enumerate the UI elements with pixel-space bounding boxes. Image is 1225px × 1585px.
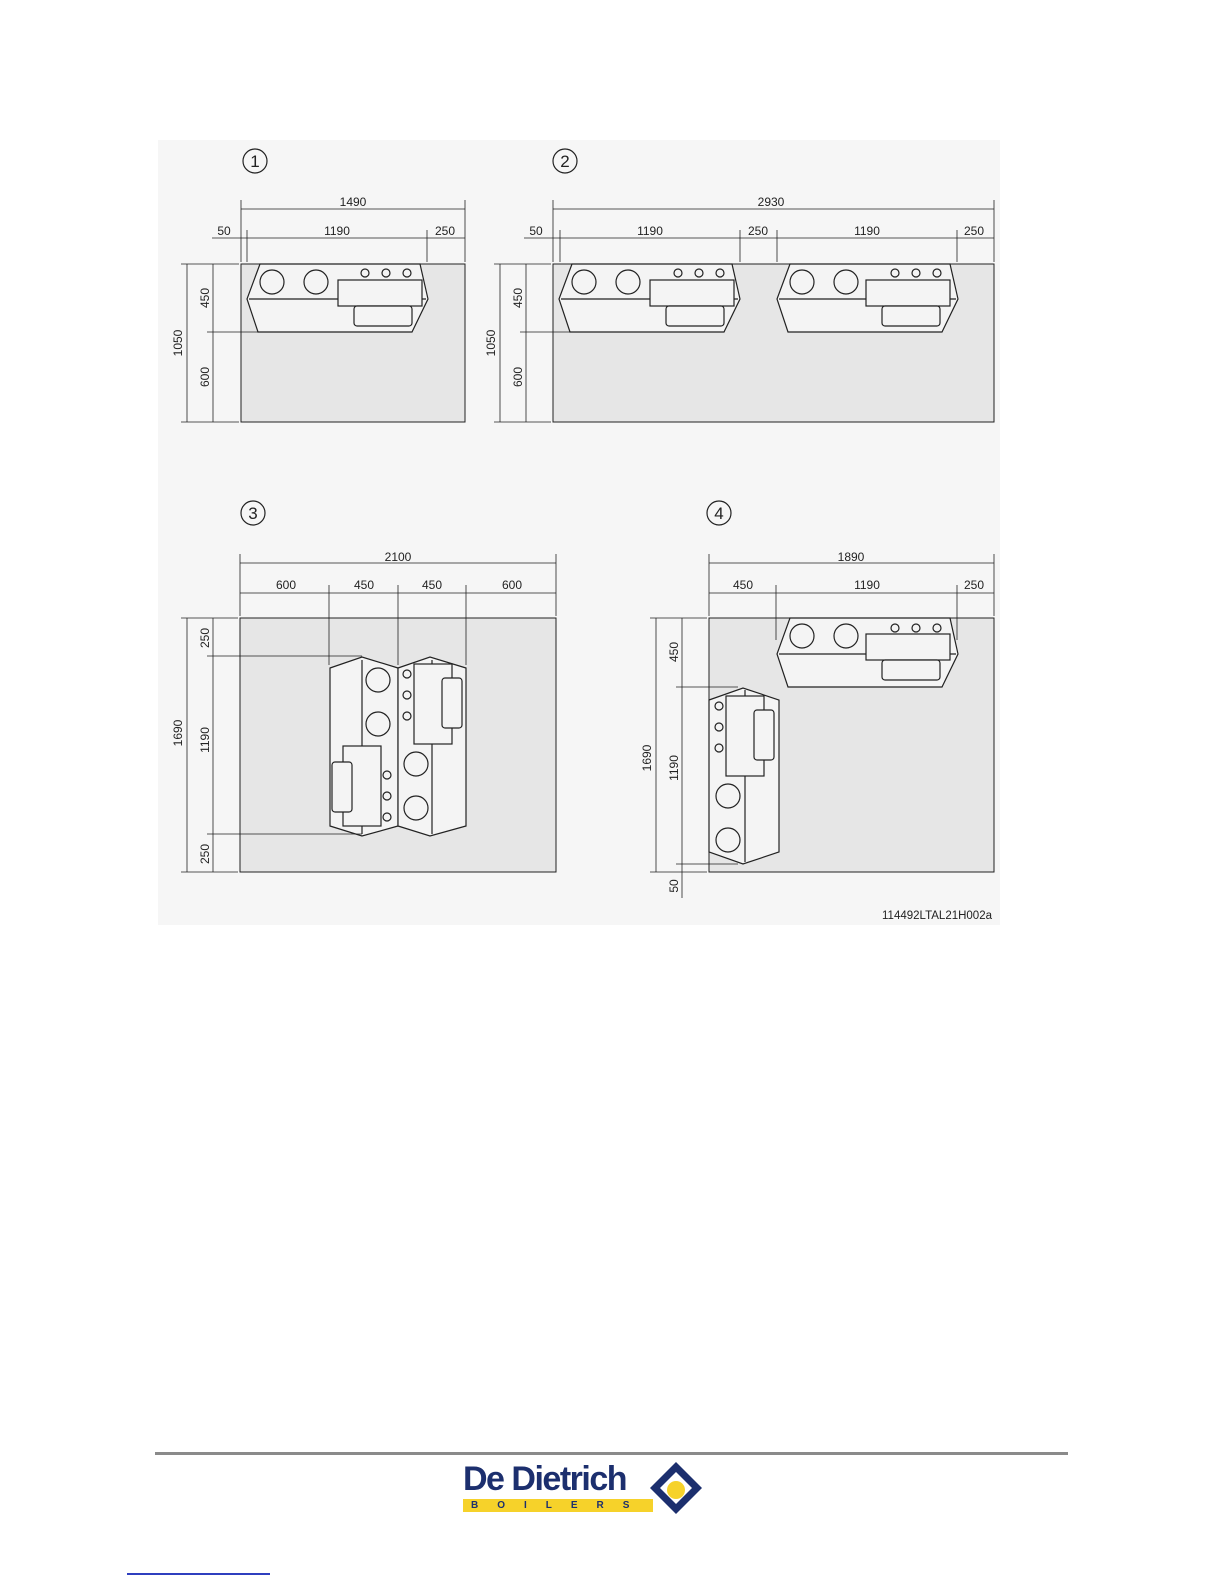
panel-4-seg-3: 250 bbox=[963, 578, 985, 592]
bottom-link-underline bbox=[127, 1573, 270, 1575]
panel-2-seg-2: 1190 bbox=[637, 224, 663, 238]
panel-2-seg-1: 50 bbox=[529, 224, 543, 238]
panel-1-boiler bbox=[247, 264, 428, 332]
panel-2-boiler-2 bbox=[777, 264, 958, 332]
panel-3-boiler-1 bbox=[330, 657, 398, 836]
panel-1-total-width: 1490 bbox=[339, 195, 367, 209]
panel-4-height-seg-1: 450 bbox=[667, 641, 681, 663]
panel-2-seg-4: 1190 bbox=[854, 224, 880, 238]
panel-3-number: 3 bbox=[248, 504, 258, 523]
panel-4-height-seg-3: 50 bbox=[667, 879, 681, 893]
panel-2-height-seg-2: 600 bbox=[511, 366, 525, 388]
panel-4-boiler-1 bbox=[777, 618, 958, 687]
panel-3-seg-3: 450 bbox=[421, 578, 443, 592]
panel-2-boiler-1 bbox=[559, 264, 740, 332]
logo-subtitle: BOILERS bbox=[471, 1500, 649, 1511]
panel-1-number: 1 bbox=[250, 152, 260, 171]
figure-reference: 114492LTAL21H002a bbox=[882, 910, 992, 922]
panel-4-total-width: 1890 bbox=[837, 550, 865, 564]
panel-2-height-seg-1: 450 bbox=[511, 287, 525, 309]
panel-3-height-seg-2: 1190 bbox=[198, 727, 212, 753]
footer-divider bbox=[155, 1452, 1068, 1455]
panel-4-height-total: 1690 bbox=[640, 744, 654, 772]
panel-1-height-seg-1: 450 bbox=[198, 287, 212, 309]
panel-1-seg-1: 50 bbox=[217, 224, 231, 238]
panel-3-total-width: 2100 bbox=[384, 550, 412, 564]
panel-2-seg-3: 250 bbox=[747, 224, 769, 238]
panel-4-number: 4 bbox=[714, 504, 724, 523]
panel-3-height-seg-3: 250 bbox=[198, 843, 212, 865]
panel-2-number: 2 bbox=[560, 152, 570, 171]
panel-4-boiler-2 bbox=[709, 688, 779, 864]
panel-3-height-total: 1690 bbox=[171, 719, 185, 747]
panel-1-seg-2: 1190 bbox=[324, 224, 350, 238]
panel-2-seg-5: 250 bbox=[963, 224, 985, 238]
panel-2-height-total: 1050 bbox=[484, 329, 498, 357]
panel-1-seg-3: 250 bbox=[434, 224, 456, 238]
panel-3-seg-4: 600 bbox=[501, 578, 523, 592]
panel-3-boiler-2 bbox=[398, 657, 466, 836]
panel-1-height-total: 1050 bbox=[171, 329, 185, 357]
de-dietrich-logo bbox=[463, 1460, 713, 1524]
panel-3-height-seg-1: 250 bbox=[198, 627, 212, 649]
panel-3-seg-2: 450 bbox=[353, 578, 375, 592]
panel-4-seg-2: 1190 bbox=[854, 578, 880, 592]
logo-diamond-icon bbox=[648, 1460, 704, 1516]
panel-4-seg-1: 450 bbox=[732, 578, 754, 592]
panel-2-total-width: 2930 bbox=[757, 195, 785, 209]
logo-brand-name: De Dietrich bbox=[463, 1460, 626, 1498]
panel-4-height-seg-2: 1190 bbox=[667, 755, 681, 781]
panel-1-height-seg-2: 600 bbox=[198, 366, 212, 388]
panel-3-seg-1: 600 bbox=[275, 578, 297, 592]
